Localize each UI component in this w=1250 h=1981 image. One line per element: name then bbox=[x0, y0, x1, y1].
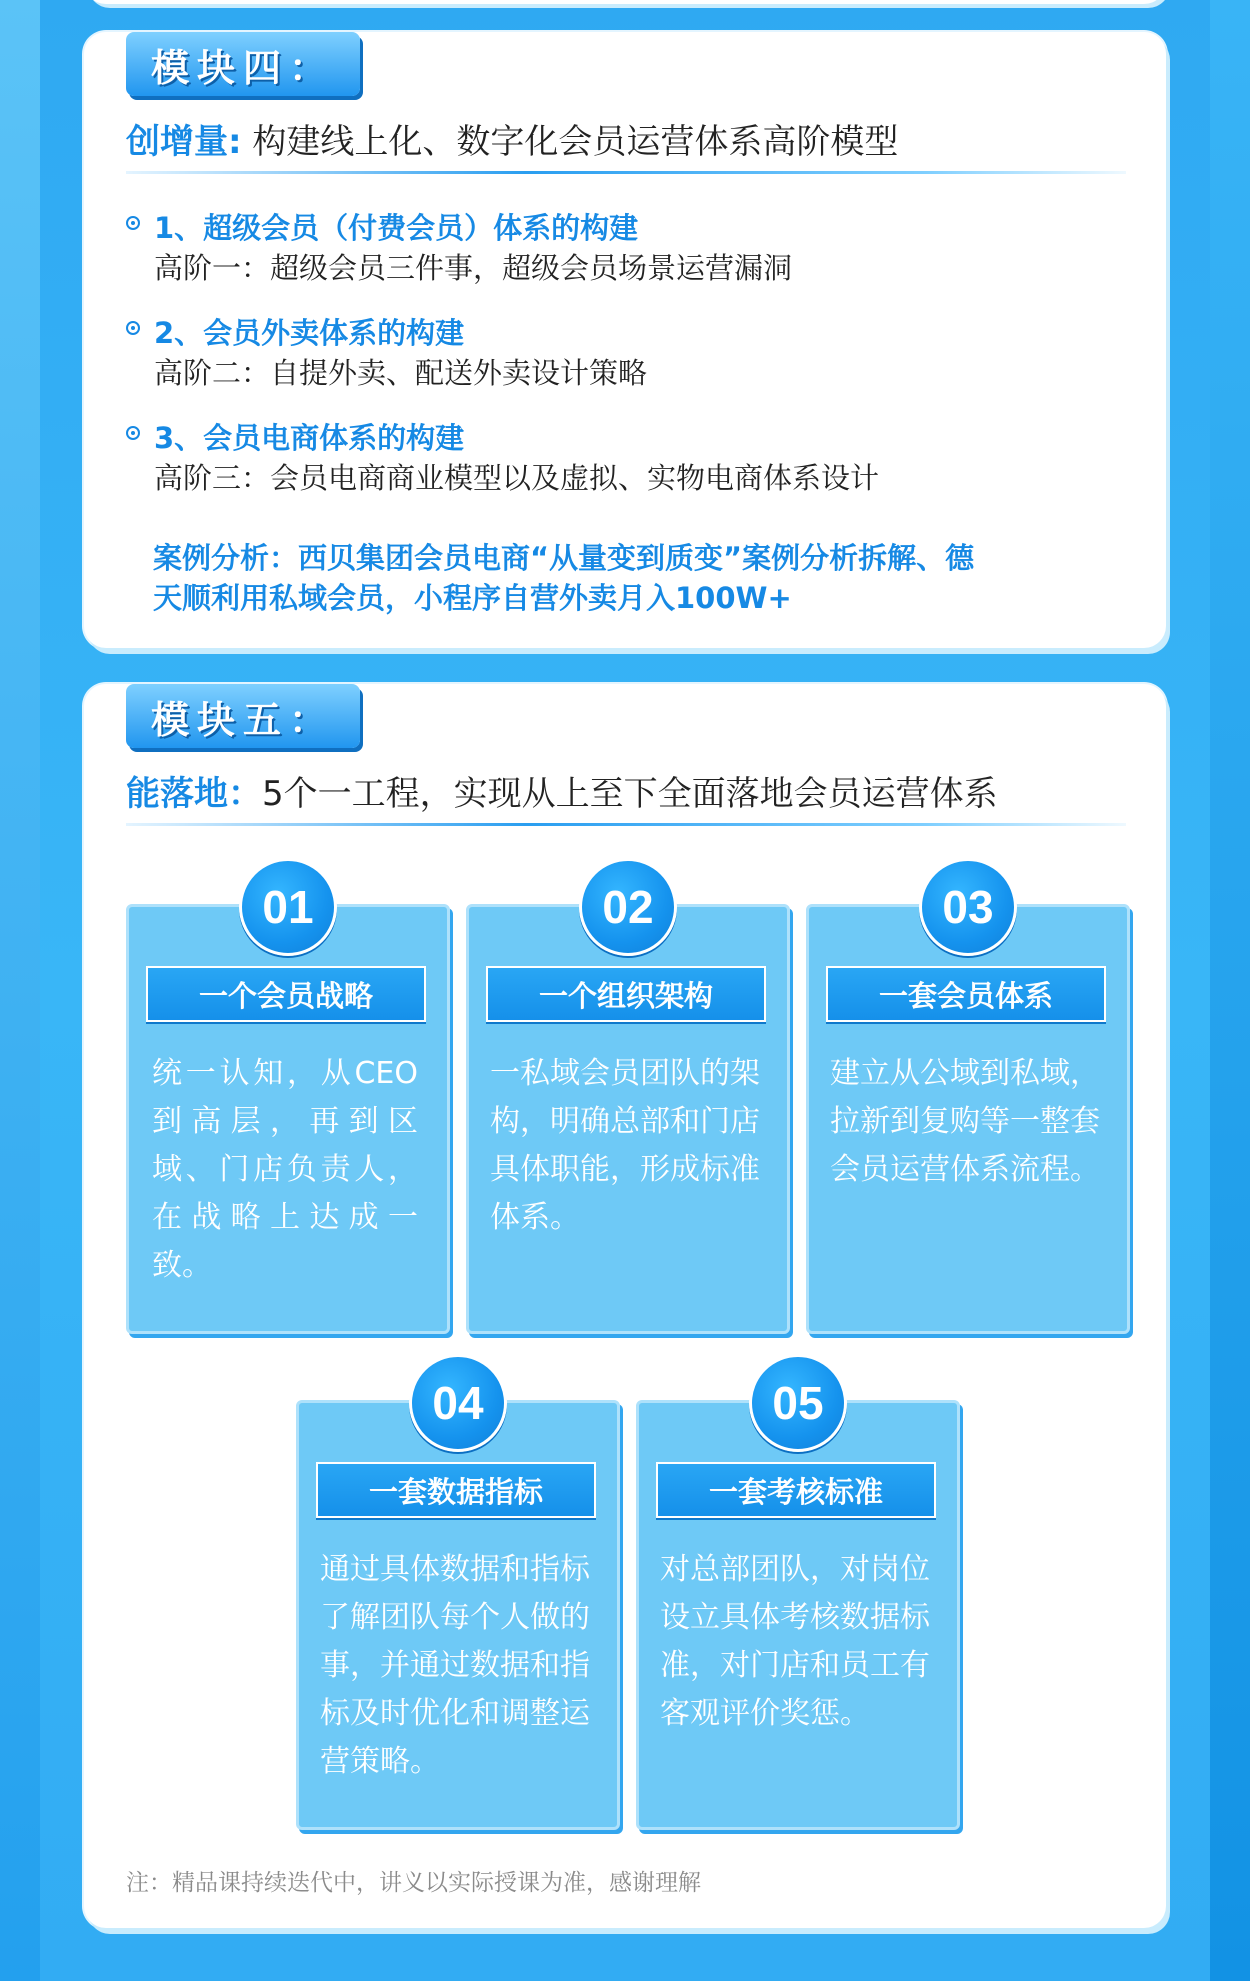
module4-item-2-desc: 高阶二：自提外卖、配送外卖设计策略 bbox=[154, 356, 648, 390]
project-text-1: 统一认知，从CEO到高层，再到区域、门店负责人，在战略上达成一致。 bbox=[152, 1056, 418, 1283]
footnote: 注：精品课持续迭代中，讲义以实际授课为准，感谢理解 bbox=[126, 1870, 701, 1896]
module4-tag: 模块四： bbox=[126, 32, 360, 96]
bullet-icon bbox=[126, 321, 140, 335]
project-number-3: 03 bbox=[919, 858, 1017, 956]
bullet-icon bbox=[126, 426, 140, 440]
project-text-2: 一私域会员团队的架构，明确总部和门店具体职能，形成标准体系。 bbox=[490, 1056, 760, 1235]
module4-case-analysis bbox=[153, 538, 1133, 618]
module4-subtitle-text: 构建线上化、数字化会员运营体系高阶模型 bbox=[241, 122, 899, 162]
bullet-icon bbox=[126, 216, 140, 230]
module4-item-2-head: 2、会员外卖体系的构建 bbox=[154, 316, 465, 350]
module5-lead: 能落地： bbox=[126, 774, 262, 814]
project-number-5: 05 bbox=[749, 1354, 847, 1452]
project-title-2: 一个组织架构 bbox=[486, 966, 766, 1022]
module4-lead: 创增量: bbox=[126, 122, 242, 162]
module4-item-1-desc: 高阶一：超级会员三件事，超级会员场景运营漏洞 bbox=[154, 251, 793, 285]
previous-card-bottom bbox=[84, 0, 1166, 4]
module4-subtitle bbox=[126, 114, 898, 163]
project-text-5: 对总部团队，对岗位设立具体考核数据标准，对门店和员工有客观评价奖惩。 bbox=[660, 1552, 930, 1731]
case-line-1: 案例分析：西贝集团会员电商“从量变到质变”案例分析拆解、德 bbox=[153, 541, 975, 575]
module5-subtitle-text: 5个一工程，实现从上至下全面落地会员运营体系 bbox=[262, 774, 998, 814]
module4-divider bbox=[126, 171, 1126, 174]
right-border bbox=[1210, 0, 1250, 1981]
project-number-1: 01 bbox=[239, 858, 337, 956]
project-number-2: 02 bbox=[579, 858, 677, 956]
left-border bbox=[0, 0, 40, 1981]
project-text-3: 建立从公域到私域，拉新到复购等一整套会员运营体系流程。 bbox=[830, 1056, 1100, 1187]
project-title-1: 一个会员战略 bbox=[146, 966, 426, 1022]
module4-item-3-head: 3、会员电商体系的构建 bbox=[154, 421, 465, 455]
module5-divider bbox=[126, 823, 1126, 826]
module4-item-1-head: 1、超级会员（付费会员）体系的构建 bbox=[154, 211, 639, 245]
project-title-5: 一套考核标准 bbox=[656, 1462, 936, 1518]
module5-subtitle bbox=[126, 766, 998, 815]
module5-tag: 模块五： bbox=[126, 684, 360, 748]
project-title-4: 一套数据指标 bbox=[316, 1462, 596, 1518]
project-title-3: 一套会员体系 bbox=[826, 966, 1106, 1022]
case-line-2: 天顺利用私域会员，小程序自营外卖月入100W+ bbox=[153, 581, 792, 615]
project-text-4: 通过具体数据和指标了解团队每个人做的事，并通过数据和指标及时优化和调整运营策略。 bbox=[320, 1552, 590, 1779]
module4-item-3-desc: 高阶三：会员电商商业模型以及虚拟、实物电商体系设计 bbox=[154, 461, 880, 495]
project-number-4: 04 bbox=[409, 1354, 507, 1452]
